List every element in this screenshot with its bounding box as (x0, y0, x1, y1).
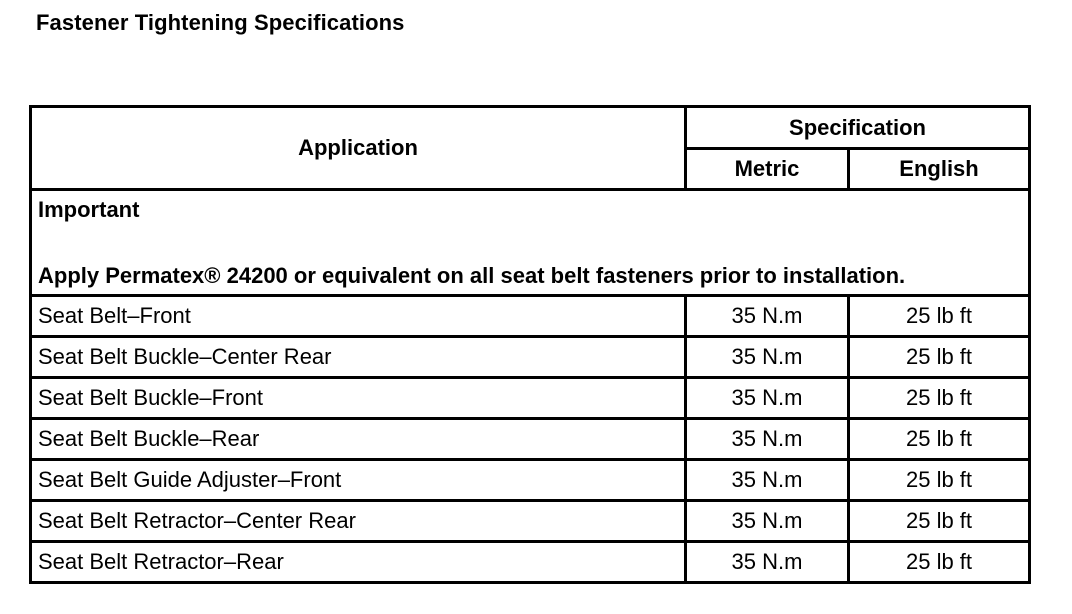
note-text: Apply Permatex® 24200 or equivalent on all seat belt fasteners prior to installation. (38, 263, 906, 288)
page-title: Fastener Tightening Specifications (36, 10, 405, 35)
english-cell: 25 lb ft (849, 542, 1030, 583)
english-header: English (849, 149, 1030, 190)
fastener-spec-table (29, 105, 1031, 584)
english-cell: 25 lb ft (849, 501, 1030, 542)
application-cell: Seat Belt Buckle–Front (31, 378, 686, 419)
note-cell (31, 190, 1030, 296)
application-cell: Seat Belt Buckle–Rear (31, 419, 686, 460)
table-header-row (31, 107, 1030, 149)
application-header: Application (31, 107, 686, 190)
table-row (31, 419, 1030, 460)
application-cell: Seat Belt Buckle–Center Rear (31, 337, 686, 378)
english-cell: 25 lb ft (849, 296, 1030, 337)
english-cell: 25 lb ft (849, 419, 1030, 460)
application-cell: Seat Belt Guide Adjuster–Front (31, 460, 686, 501)
application-cell: Seat Belt Retractor–Center Rear (31, 501, 686, 542)
english-cell: 25 lb ft (849, 460, 1030, 501)
table-row (31, 460, 1030, 501)
metric-cell: 35 N.m (686, 378, 849, 419)
metric-cell: 35 N.m (686, 296, 849, 337)
metric-cell: 35 N.m (686, 501, 849, 542)
metric-header: Metric (686, 149, 849, 190)
table-row (31, 542, 1030, 583)
english-cell: 25 lb ft (849, 378, 1030, 419)
application-cell: Seat Belt–Front (31, 296, 686, 337)
english-cell: 25 lb ft (849, 337, 1030, 378)
metric-cell: 35 N.m (686, 460, 849, 501)
table-row (31, 337, 1030, 378)
metric-cell: 35 N.m (686, 419, 849, 460)
specification-header: Specification (686, 107, 1030, 149)
metric-cell: 35 N.m (686, 542, 849, 583)
metric-cell: 35 N.m (686, 337, 849, 378)
note-title: Important (38, 197, 140, 222)
application-cell: Seat Belt Retractor–Rear (31, 542, 686, 583)
note-row (31, 190, 1030, 296)
table-row (31, 378, 1030, 419)
table-row (31, 296, 1030, 337)
table-row (31, 501, 1030, 542)
